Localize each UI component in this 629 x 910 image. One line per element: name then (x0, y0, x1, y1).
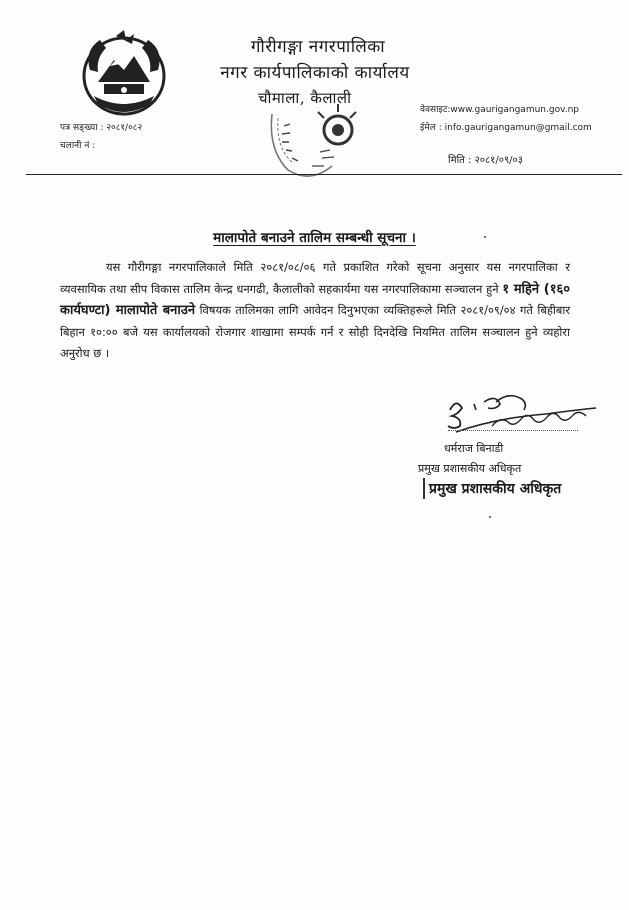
office-address: चौमाला, कैलाली (258, 89, 352, 107)
signatory-title: प्रमुख प्रशासकीय अधिकृत (418, 462, 522, 475)
speck (489, 516, 491, 518)
org-name: गौरीगङ्गा नगरपालिका (250, 37, 386, 57)
signatory-name: धर्मराज बिनाडी (444, 442, 504, 455)
office-name: नगर कार्यपालिकाको कार्यालय (220, 63, 410, 83)
issue-date: मिति : २०८१/०९/०३ (448, 155, 523, 166)
body-part-2: विषयक तालिमका लागि आवेदन दिनुभएका व्यक्तिहरूले मिति २०८१/०९/०४ गते बिहीबार बिहान १०:०० बजे यस कार्यालयको रोजगार शाखामा सम्पर्क गर्न र सोही दिनदेखि नियमित तालिम सञ्चालन हुने व्यहोरा अनुरोध छ । (60, 303, 570, 360)
website-line: वेवसाइट:www.gaurigangamun.gov.np (420, 105, 579, 115)
notice-subject: मालापोते बनाउने तालिम सम्बन्धी सूचना । (213, 230, 416, 246)
body-bold-phrase: १ महिने (१६० कार्यघण्टा) मालापोते बनाउने (60, 281, 571, 318)
signatory-title-stamp: प्रमुख प्रशासकीय अधिकृत (423, 478, 565, 499)
speck (484, 236, 486, 238)
office-seal-stamp (258, 100, 370, 178)
email-line: ईमेल : info.gaurigangamun@gmail.com (420, 123, 592, 133)
handwritten-signature (436, 388, 606, 440)
dispatch-number: चलानी नं : (60, 141, 96, 151)
signature-dotted-line (448, 430, 578, 431)
body-part-1: यस गौरीगङ्गा नगरपालिकाले मिति २०८१/०८/०६ गते प्रकाशित गरेको सूचना अनुसार यस नगरपालिका र व्यवसायिक तथा सीप विकास तालिम केन्द्र धनगढी, कैलालीको सहकार्यमा यस नगरपालिकामा सञ्चालन हुने (60, 260, 570, 296)
reference-number: पत्र सङ्ख्या : २०८१/०८२ (60, 123, 143, 133)
header-divider (26, 174, 622, 175)
nepal-emblem-icon (76, 30, 172, 118)
notice-body (60, 257, 570, 365)
